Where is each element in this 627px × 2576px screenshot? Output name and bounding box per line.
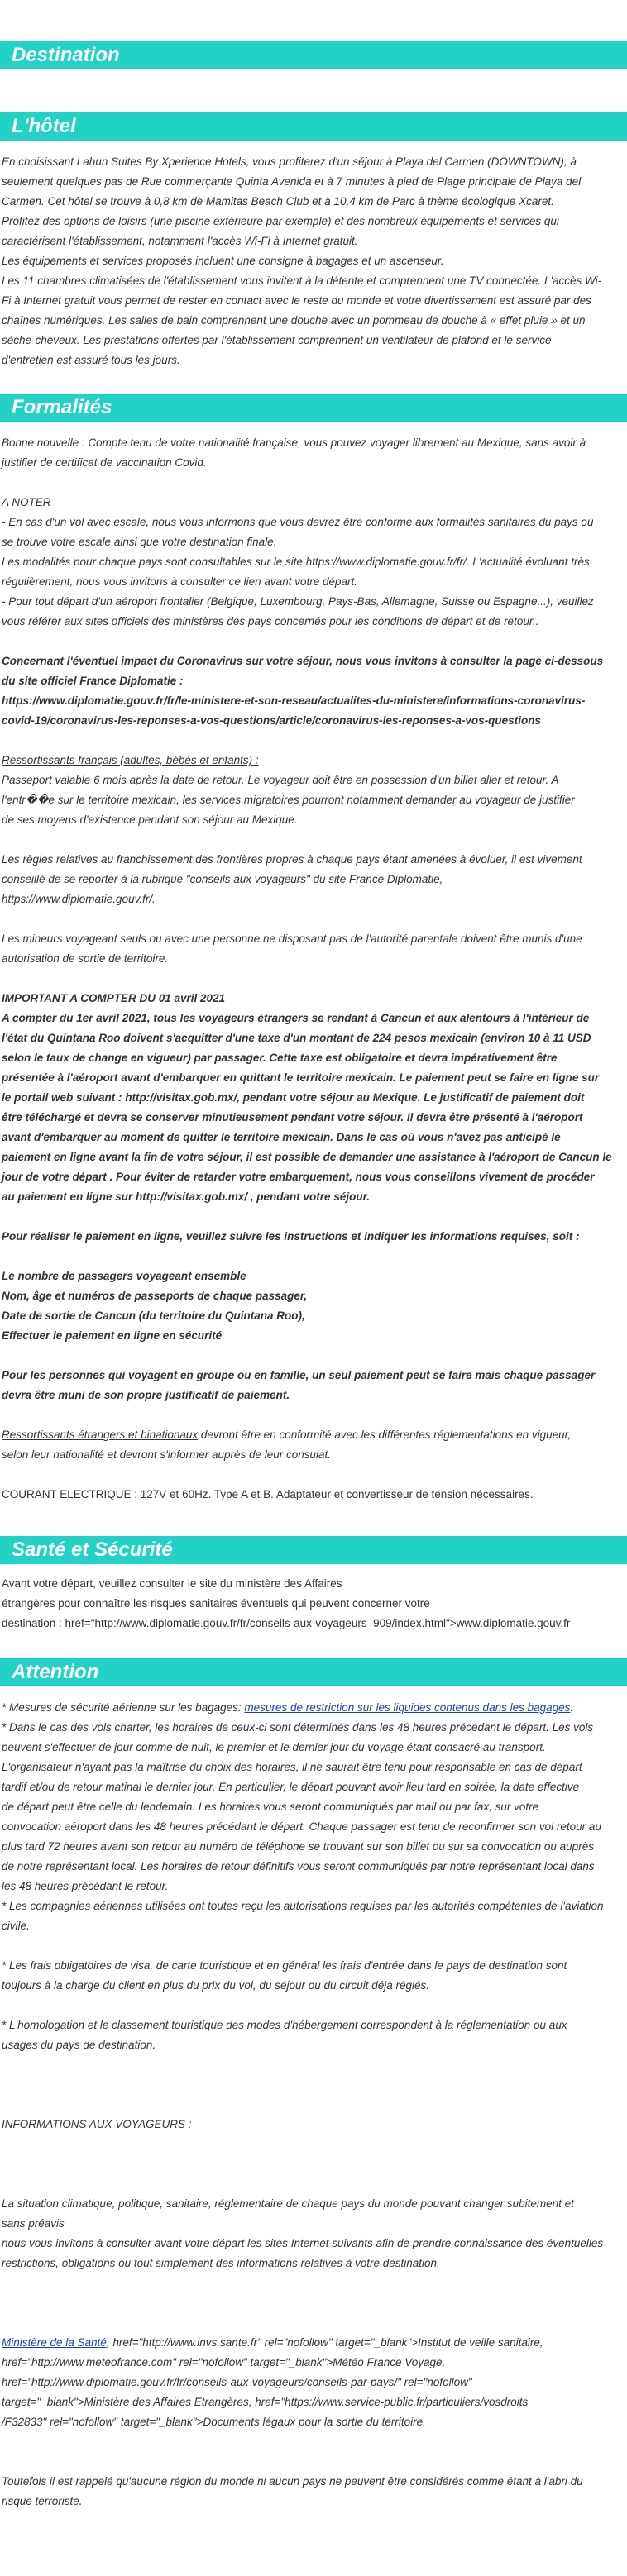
- text-line: sans préavis: [2, 2217, 65, 2230]
- text-line: * Les compagnies aériennes utilisées ont toutes reçu les autorisations requises par les autorités compétentes de l'aviation: [2, 1900, 604, 1912]
- text-line: restrictions, obligations ou tout simplement des informations relatives à votre destination.: [2, 2257, 440, 2269]
- section-header-sante: [0, 1536, 627, 1564]
- text-line: nous vous invitons à consulter avant votre départ les sites Internet suivants afin de prendre connaissance des éventuelles: [2, 2237, 604, 2249]
- attention-content: [0, 1698, 627, 2512]
- text-line: Bonne nouvelle : Compte tenu de votre nationalité française, vous pouvez voyager librement au Mexique, sans avoir à: [2, 436, 586, 449]
- section-header-hotel: [0, 112, 627, 141]
- text-line: [2, 1425, 625, 1445]
- text-line: d'entretien est assuré tous les jours.: [2, 354, 180, 366]
- section-header-attention: [0, 1658, 627, 1686]
- text-line: seulement quelques pas de Rue commerçante Quinta Avenida et à 7 minutes à pied de Plage principale de Playa del: [2, 175, 582, 188]
- text-line: Concernant l'éventuel impact du Coronavirus sur votre séjour, nous vous invitons à consulter la page ci-dessous: [2, 655, 604, 667]
- text-line: [2, 1698, 625, 1718]
- text-line: Les mineurs voyageant seuls ou avec une personne ne disposant pas de l'autorité parentale doivent être munis d'une: [2, 933, 582, 945]
- text-line: être téléchargé et devra se conserver minutieusement pendant votre séjour. Il devra être présenté à l'aéroport: [2, 1111, 583, 1123]
- ressortissants-etrangers-heading: Ressortissants étrangers et binationaux: [2, 1429, 199, 1441]
- text-line: se trouve votre escale ainsi que votre destination finale.: [2, 536, 277, 548]
- a-noter-heading: A NOTER: [2, 496, 51, 508]
- text-line: vous référer aux sites officiels des ministères des pays concernés pour les conditions de départ et de retour..: [2, 615, 539, 627]
- text-line: Profitez des options de loisirs (une piscine extérieure par exemple) et des nombreux équipements et services qui: [2, 215, 559, 227]
- text-line: l'état du Quintana Roo doivent s'acquitter d'une taxe d'un montant de 224 pesos mexicain (environ 10 à 11 USD: [2, 1032, 591, 1044]
- text-line: A compter du 1er avril 2021, tous les voyageurs étrangers se rendant à Cancun et aux alentours à l'intérieur de: [2, 1012, 590, 1024]
- text-line: autorisation de sortie de territoire.: [2, 952, 169, 965]
- text-line: jour de votre départ . Pour éviter de retarder votre embarquement, nous vous conseillons vivement de procéder: [2, 1171, 595, 1183]
- text-line: href="http://www.meteofrance.com" rel="nofollow" target="_blank">Météo France Voyage,: [2, 2356, 446, 2368]
- ressortissants-francais-heading: Ressortissants français (adultes, bébés et enfants) :: [2, 754, 259, 766]
- text-line: * Les frais obligatoires de visa, de carte touristique et en général les frais d'entrée dans le pays de destination sont: [2, 1959, 567, 1972]
- text-line: covid-19/coronavirus-les-reponses-a-vos-questions/article/coronavirus-les-reponses-a-vos-questions: [2, 714, 541, 727]
- text-line: de départ peut être celle du lendemain. Les horaires vous seront communiqués par mail ou par fax, sur votre: [2, 1801, 539, 1813]
- text-line: caractérisent l'établissement, notamment l'accès Wi-Fi à Internet gratuit.: [2, 235, 358, 247]
- text-line: * Dans le cas des vols charter, les horaires de ceux-ci sont déterminés dans les 48 heures précédant le départ. Les vols: [2, 1721, 594, 1734]
- text-line: Nom, âge et numéros de passeports de chaque passager,: [2, 1290, 308, 1302]
- text-line: civile.: [2, 1920, 30, 1932]
- text-line: présentée à l'aéroport avant d'embarquer en quittant le territoire mexicain. Le paiement peut se faire en ligne sur: [2, 1071, 600, 1084]
- text-line: convocation aéroport dans les 48 heures précédant le départ. Chaque passager est tenu de reconfirmer son vol retour au: [2, 1820, 601, 1833]
- text-line: toujours à la charge du client en plus du prix du vol, du séjour ou du circuit déjà réglés.: [2, 1979, 430, 1992]
- text-line: target="_blank">Ministère des Affaires Etrangères, href="https://www.service-public.fr/particuliers/vosdroits: [2, 2396, 529, 2408]
- important-heading: IMPORTANT A COMPTER DU 01 avril 2021: [2, 992, 226, 1004]
- text-line: conseillé de se reporter à la rubrique "conseils aux voyageurs" du site France Diplomatie,: [2, 873, 443, 885]
- text-fragment: devront être en conformité avec les différentes réglementations en vigueur,: [198, 1429, 572, 1441]
- text-line: les 48 heures précédant le retour.: [2, 1880, 169, 1892]
- text-line: de ses moyens d'existence pendant son séjour au Mexique.: [2, 813, 298, 826]
- text-line: peuvent s'effectuer de jour comme de nuit, le premier et le dernier jour du voyage étant consacré au transport.: [2, 1741, 546, 1753]
- text-fragment: * Mesures de sécurité aérienne sur les bagages:: [2, 1701, 245, 1714]
- formalites-content: [0, 433, 627, 1505]
- text-line: au paiement en ligne sur http://visitax.gob.mx/ , pendant votre séjour.: [2, 1190, 370, 1203]
- text-line: * L'homologation et le classement touristique des modes d'hébergement correspondent à la réglementation ou aux: [2, 2019, 567, 2031]
- courant-electrique: COURANT ELECTRIQUE : 127V et 60Hz. Type A et B. Adaptateur et convertisseur de tension nécessaires.: [2, 1488, 534, 1500]
- text-line: Date de sortie de Cancun (du territoire du Quintana Roo),: [2, 1309, 305, 1322]
- text-line: Passeport valable 6 mois après la date de retour. Le voyageur doit être en possession d'un billet aller et retour. A: [2, 774, 559, 786]
- text-fragment: .: [570, 1701, 574, 1714]
- text-line: https://www.diplomatie.gouv.fr/.: [2, 893, 156, 905]
- text-line: le portail web suivant : http://visitax.gob.mx/, pendant votre séjour au Mexique. Le justificatif de paiement doit: [2, 1091, 585, 1104]
- text-line: justifier de certificat de vaccination Covid.: [2, 456, 207, 469]
- text-line: Carmen. Cet hôtel se trouve à 0,8 km de Mamitas Beach Club et à 10,4 km de Parc à thème écologique Xcaret.: [2, 195, 554, 208]
- text-line: paiement en ligne avant la fin de votre séjour, il est possible de demander une assistance à l'aéroport de Cancun le: [2, 1151, 612, 1163]
- text-line: Fi à Internet gratuit vous permet de rester en contact avec le reste du monde et votre divertissement est assuré par des: [2, 294, 591, 307]
- hotel-description: [0, 152, 627, 370]
- text-line: risque terroriste.: [2, 2495, 83, 2507]
- text-line: plus tard 72 heures avant son retour au numéro de téléphone se trouvant sur son billet ou sur sa convocation ou auprès: [2, 1840, 594, 1853]
- text-line: Le nombre de passagers voyageant ensemble: [2, 1270, 246, 1282]
- text-line: étrangères pour connaître les risques sanitaires éventuels qui peuvent concerner votre: [2, 1597, 430, 1610]
- destination-title: Destination: [12, 44, 120, 66]
- text-line: Les équipements et services proposés incluent une consigne à bagages et un ascenseur.: [2, 255, 444, 267]
- ministere-sante-link[interactable]: Ministère de la Santé: [2, 2336, 107, 2349]
- section-header-formalites: [0, 394, 627, 422]
- sante-title: Santé et Sécurité: [12, 1538, 173, 1561]
- text-line: L'organisateur n'ayant pas la maîtrise du choix des horaires, il ne saurait être tenu pour responsable en cas de départ: [2, 1761, 582, 1773]
- text-line: de notre représentant local. Les horaires de retour définitifs vous seront communiqués par notre représentant local dans: [2, 1860, 595, 1872]
- text-line: chaînes numériques. Les salles de bain comprennent une douche avec un pommeau de douche à « effet pluie » et un: [2, 314, 586, 327]
- liquids-restriction-link[interactable]: mesures de restriction sur les liquides contenus dans les bagages: [244, 1701, 571, 1714]
- text-line: /F32833" rel="nofollow" target="_blank">Documents légaux pour la sortie du territoire.: [2, 2416, 426, 2428]
- text-line: href="http://www.diplomatie.gouv.fr/fr/conseils-aux-voyageurs/conseils-par-pays/" rel="nofollow": [2, 2376, 472, 2388]
- text-line: Les règles relatives au franchissement des frontières propres à chaque pays étant amenées à évoluer, il est vivement: [2, 853, 582, 866]
- text-line: En choisissant Lahun Suites By Xperience Hotels, vous profiterez d'un séjour à Playa del Carmen (DOWNTOWN), à: [2, 155, 577, 168]
- text-line: devra être muni de son propre justificatif de paiement.: [2, 1389, 290, 1401]
- section-header-destination: [0, 41, 627, 69]
- text-line: Les 11 chambres climatisées de l'établissement vous invitent à la détente et comprennent une TV connectée. L'accès Wi-: [2, 274, 602, 287]
- text-fragment: , href="http://www.invs.sante.fr" rel="nofollow" target="_blank">Institut de veille sanitaire,: [106, 2336, 543, 2349]
- text-line: selon le taux de change en vigueur) par passager. Cette taxe est obligatoire et devra impérativement être: [2, 1052, 558, 1064]
- text-line: Pour réaliser le paiement en ligne, veuillez suivre les instructions et indiquer les informations requises, soit :: [2, 1230, 580, 1243]
- text-line: du site officiel France Diplomatie :: [2, 675, 184, 687]
- formalites-title: Formalités: [12, 396, 112, 418]
- text-line: [2, 2333, 625, 2353]
- hotel-title: L'hôtel: [12, 115, 76, 137]
- text-line: selon leur nationalité et devront s'informer auprès de leur consulat.: [2, 1448, 332, 1461]
- text-line: destination : href="http://www.diplomatie.gouv.fr/fr/conseils-aux-voyageurs_909/index.html">www.diplomatie.gouv.fr: [2, 1617, 571, 1629]
- attention-title: Attention: [12, 1661, 99, 1683]
- text-line: avant d'embarquer au moment de quitter le territoire mexicain. Dans le cas où vous n'avez pas anticipé le: [2, 1131, 561, 1143]
- text-line: La situation climatique, politique, sanitaire, réglementaire de chaque pays du monde pouvant changer subitement et: [2, 2197, 574, 2210]
- text-line: Pour les personnes qui voyagent en groupe ou en famille, un seul paiement peut se faire mais chaque passager: [2, 1369, 596, 1381]
- text-line: Toutefois il est rappelé qu'aucune région du monde ni aucun pays ne peuvent être considérés comme étant à l'abri du: [2, 2475, 583, 2488]
- text-line: régulièrement, nous vous invitons à consulter ce lien avant votre départ.: [2, 575, 357, 588]
- text-line: usages du pays de destination.: [2, 2039, 156, 2051]
- text-line: - En cas d'un vol avec escale, nous vous informons que vous devrez être conforme aux formalités sanitaires du pays où: [2, 516, 594, 528]
- text-line: tardif et/ou de retour matinal le dernier jour. En particulier, le départ pouvant avoir lieu tard en soirée, la date effective: [2, 1781, 580, 1793]
- text-line: sèche-cheveux. Les prestations offertes par l'établissement comprennent un ventilateur de plafond et le service: [2, 334, 552, 346]
- sante-content: [0, 1574, 627, 1634]
- text-line: Les modalités pour chaque pays sont consultables sur le site https://www.diplomatie.gouv.fr/fr/. L'actualité évoluant très: [2, 556, 590, 568]
- text-line: - Pour tout départ d'un aéroport frontalier (Belgique, Luxembourg, Pays-Bas, Allemagne, Suisse ou Espagne...), veuillez: [2, 595, 594, 608]
- text-line: Avant votre départ, veuillez consulter le site du ministère des Affaires: [2, 1577, 342, 1590]
- infos-voyageurs-heading: INFORMATIONS AUX VOYAGEURS :: [2, 2118, 192, 2130]
- text-line: https://www.diplomatie.gouv.fr/fr/le-ministere-et-son-reseau/actualites-du-ministere/informations-coronavirus-: [2, 694, 586, 707]
- text-line: Effectuer le paiement en ligne en sécurité: [2, 1329, 223, 1342]
- text-line: l'entr��e sur le territoire mexicain, les services migratoires pourront notamment demander au voyageur de justifier: [2, 794, 575, 806]
